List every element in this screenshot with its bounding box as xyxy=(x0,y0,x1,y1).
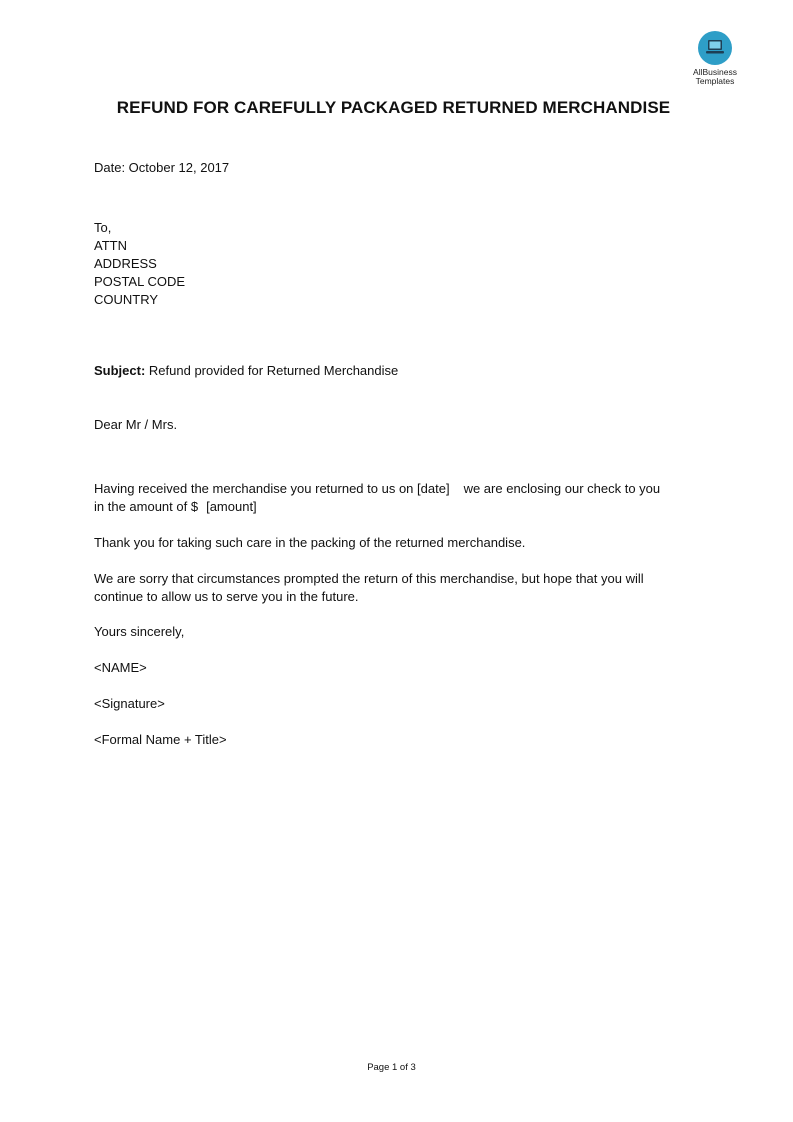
logo-line-2: Templates xyxy=(695,76,735,86)
allbusiness-logo xyxy=(683,31,747,86)
logo-text xyxy=(683,68,747,86)
date-line: Date: October 12, 2017 xyxy=(94,160,230,175)
body-para-3-line-2: continue to allow us to serve you in the future. xyxy=(94,589,359,604)
subject-text: Refund provided for Returned Merchandise xyxy=(148,363,399,378)
logo-line-1: AllBusiness xyxy=(693,67,737,77)
address-country: COUNTRY xyxy=(94,292,159,307)
p1-text-b: we are enclosing our check to you xyxy=(463,481,661,496)
address-to: To, xyxy=(94,220,112,235)
closing-sincerely: Yours sincerely, xyxy=(94,624,185,639)
address-street: ADDRESS xyxy=(94,256,157,271)
salutation: Dear Mr / Mrs. xyxy=(94,417,178,432)
body-para-1-line-2 xyxy=(94,498,257,516)
laptop-icon xyxy=(698,31,732,65)
document-title: REFUND FOR CAREFULLY PACKAGED RETURNED MERCHANDISE xyxy=(116,98,671,117)
subject-label: Subject: xyxy=(94,363,146,378)
address-attn: ATTN xyxy=(94,238,127,253)
body-para-1-line-1 xyxy=(94,480,660,498)
p1-text-c: in the amount of $ xyxy=(94,499,199,514)
subject-line xyxy=(94,362,398,380)
page-number-footer: Page 1 of 3 xyxy=(367,1062,416,1073)
body-para-3-line-1: We are sorry that circumstances prompted the return of this merchandise, but hope that you will xyxy=(94,571,644,586)
address-postal: POSTAL CODE xyxy=(94,274,186,289)
p1-text-a: Having received the merchandise you returned to us on xyxy=(94,481,414,496)
body-para-2: Thank you for taking such care in the packing of the returned merchandise. xyxy=(94,535,526,550)
p1-date-placeholder: [date] xyxy=(417,481,450,496)
closing-signature: <Signature> xyxy=(94,696,165,711)
closing-formal-name: <Formal Name + Title> xyxy=(94,732,227,747)
p1-amount-placeholder: [amount] xyxy=(206,499,257,514)
closing-name: <NAME> xyxy=(94,660,147,675)
